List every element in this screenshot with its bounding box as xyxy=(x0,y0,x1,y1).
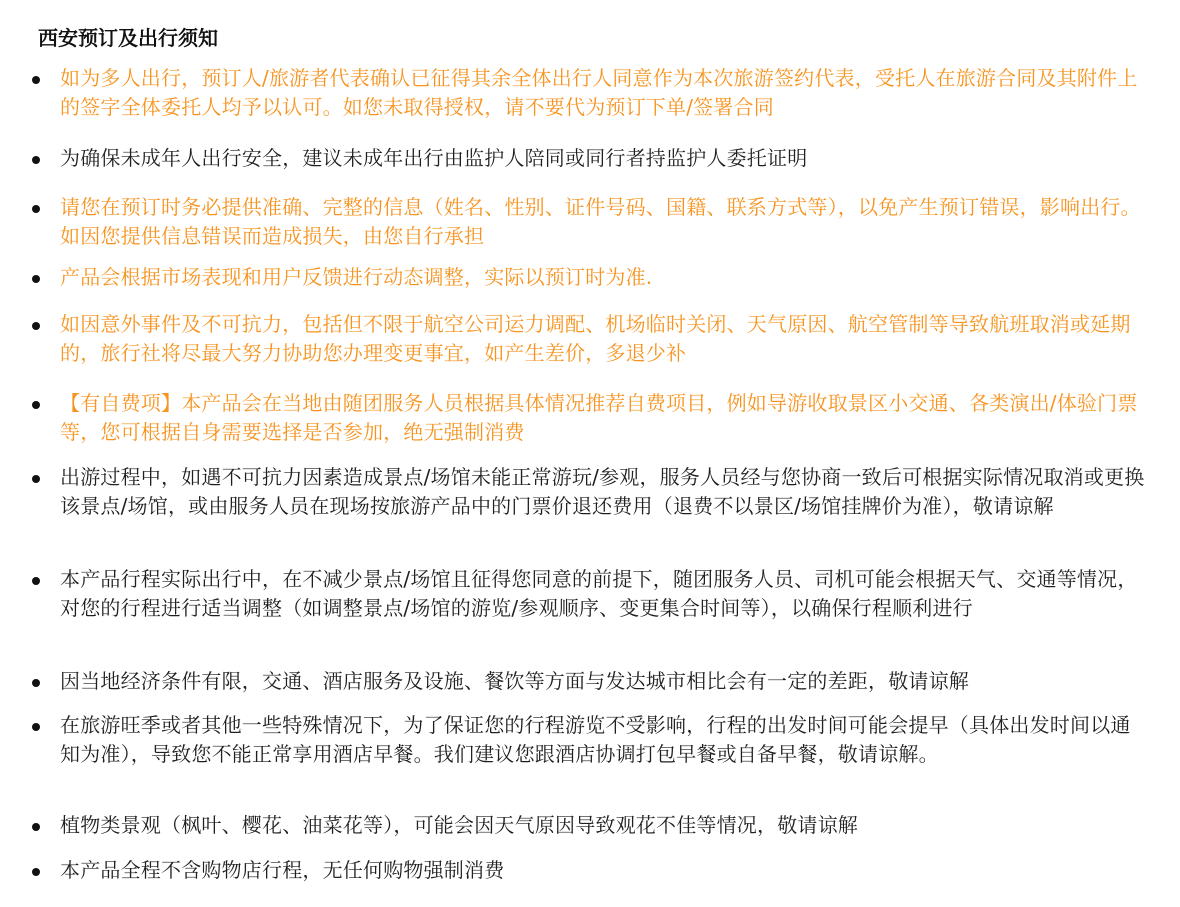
list-item xyxy=(30,144,1150,174)
notice-text: 在旅游旺季或者其他一些特殊情况下，为了保证您的行程游览不受影响，行程的出发时间可能会提早（具体出发时间以通知为准），导致您不能正常享用酒店早餐。我们建议您跟酒店协调打包早餐或自备早餐，敬请谅解。 xyxy=(60,713,1131,766)
bullet-icon xyxy=(30,64,60,94)
notice-text: 因当地经济条件有限，交通、酒店服务及设施、餐饮等方面与发达城市相比会有一定的差距，敬请谅解 xyxy=(60,669,969,693)
bullet-icon xyxy=(30,856,60,886)
notice-text: 本产品行程实际出行中，在不减少景点/场馆且征得您同意的前提下，随团服务人员、司机可能会根据天气、交通等情况，对您的行程进行适当调整（如调整景点/场馆的游览/参观顺序、变更集合时间等），以确保行程顺利进行 xyxy=(60,567,1138,620)
bullet-icon xyxy=(30,565,60,595)
list-item xyxy=(30,463,1150,521)
page-title: 西安预订及出行须知 xyxy=(38,26,218,50)
notice-text: 如因意外事件及不可抗力，包括但不限于航空公司运力调配、机场临时关闭、天气原因、航空管制等导致航班取消或延期的，旅行社将尽最大努力协助您办理变更事宜，如产生差价，多退少补 xyxy=(60,312,1131,365)
list-item xyxy=(30,856,1150,886)
list-item xyxy=(30,193,1150,251)
list-item xyxy=(30,64,1150,122)
bullet-icon xyxy=(30,463,60,493)
list-item xyxy=(30,811,1150,841)
notice-text: 产品会根据市场表现和用户反馈进行动态调整，实际以预订时为准. xyxy=(60,265,653,289)
notice-text: 出游过程中，如遇不可抗力因素造成景点/场馆未能正常游玩/参观，服务人员经与您协商一致后可根据实际情况取消或更换该景点/场馆，或由服务人员在现场按旅游产品中的门票价退还费用（退费不以景区/场馆挂牌价为准），敬请谅解 xyxy=(60,465,1145,518)
notice-text: 请您在预订时务必提供准确、完整的信息（姓名、性别、证件号码、国籍、联系方式等），以免产生预订错误，影响出行。如因您提供信息错误而造成损失，由您自行承担 xyxy=(60,195,1141,248)
bullet-icon xyxy=(30,389,60,419)
notice-text: 为确保未成年人出行安全，建议未成年出行由监护人陪同或同行者持监护人委托证明 xyxy=(60,146,808,170)
list-item xyxy=(30,389,1150,447)
bullet-icon xyxy=(30,263,60,293)
bullet-icon xyxy=(30,711,60,741)
bullet-icon xyxy=(30,811,60,841)
list-item xyxy=(30,310,1150,368)
bullet-icon xyxy=(30,667,60,697)
notice-text: 如为多人出行，预订人/旅游者代表确认已征得其余全体出行人同意作为本次旅游签约代表，受托人在旅游合同及其附件上的签字全体委托人均予以认可。如您未取得授权，请不要代为预订下单/签署合同 xyxy=(60,66,1138,119)
bullet-icon xyxy=(30,310,60,340)
notice-text: 本产品全程不含购物店行程，无任何购物强制消费 xyxy=(60,858,505,882)
notice-text: 【有自费项】本产品会在当地由随团服务人员根据具体情况推荐自费项目，例如导游收取景区小交通、各类演出/体验门票等，您可根据自身需要选择是否参加，绝无强制消费 xyxy=(60,391,1138,444)
list-item xyxy=(30,263,1150,293)
list-item xyxy=(30,565,1150,623)
list-item xyxy=(30,667,1150,697)
notice-text: 植物类景观（枫叶、樱花、油菜花等），可能会因天气原因导致观花不佳等情况，敬请谅解 xyxy=(60,813,858,837)
bullet-icon xyxy=(30,144,60,174)
list-item xyxy=(30,711,1150,769)
bullet-icon xyxy=(30,193,60,223)
